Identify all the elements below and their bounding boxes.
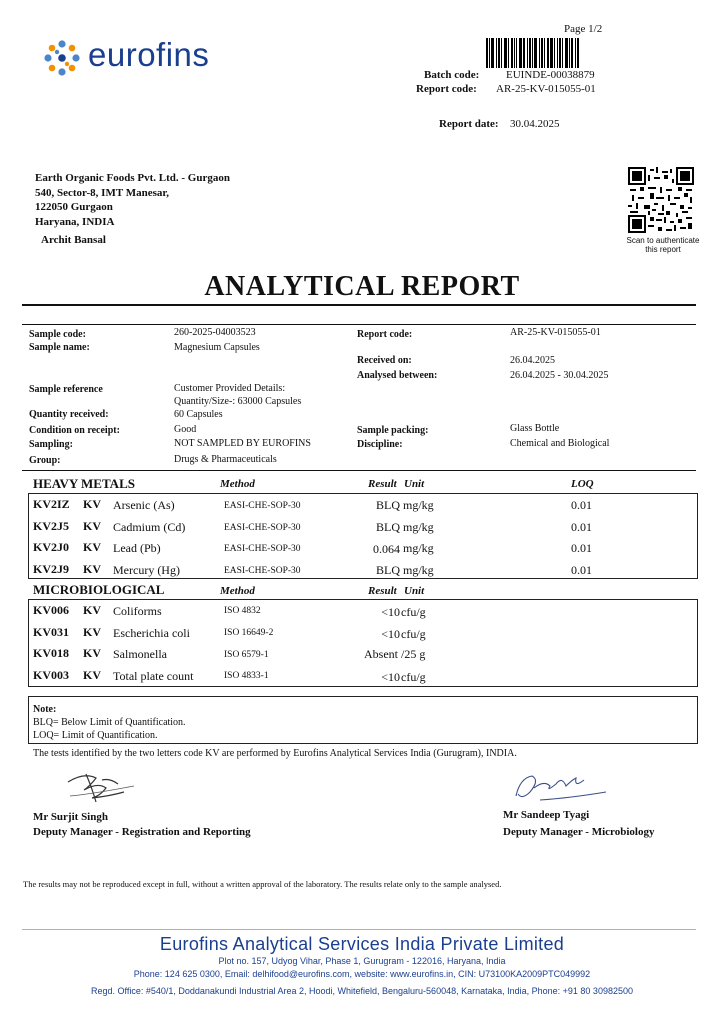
client-address — [35, 171, 230, 229]
hm-result-header: Result — [368, 478, 397, 490]
note-blq: BLQ= Below Limit of Quantification. — [33, 717, 186, 728]
analysed-label: Analysed between: — [357, 370, 438, 381]
reference-value: Customer Provided Details: — [174, 383, 286, 394]
result: BLQ — [376, 520, 400, 534]
parameter: Total plate count — [113, 669, 194, 683]
right-signatory-name: Mr Sandeep Tyagi — [503, 809, 590, 821]
test-code: KV2J5 — [33, 519, 69, 533]
test-code: KV031 — [33, 625, 69, 639]
result: BLQ — [376, 563, 400, 577]
test-code: KV2IZ — [33, 497, 70, 511]
sample-code-label: Sample code: — [29, 329, 86, 340]
micro-method-header: Method — [220, 585, 255, 597]
qr-caption — [623, 236, 703, 254]
signature-left-icon — [62, 766, 140, 806]
attention-name: Archit Bansal — [41, 234, 106, 246]
condition-value: Good — [174, 424, 197, 435]
result: BLQ — [376, 498, 400, 512]
unit: cfu/g — [401, 670, 426, 684]
test-code: KV003 — [33, 668, 69, 682]
method: ISO 6579-1 — [224, 650, 269, 660]
test-code: KV018 — [33, 646, 69, 660]
lab-code: KV — [83, 519, 101, 533]
quantity-label: Quantity received: — [29, 409, 109, 420]
group-label: Group: — [29, 455, 61, 466]
footer-contact: Phone: 124 625 0300, Email: delhifood@eurofins.com, website: www.eurofins.in, CIN: U73100KA2009PTC049992 — [133, 969, 591, 979]
footer-registered-office: Regd. Office: #540/1, Doddanakundi Industrial Area 2, Hoodi, Whitefield, Bengaluru-560048, Karnataka, India, Phone: +91 80 30982500 — [91, 986, 633, 996]
parameter: Escherichia coli — [113, 626, 190, 640]
sample-name-label: Sample name: — [29, 342, 90, 353]
sample-code-value: 260-2025-04003523 — [174, 327, 256, 338]
loq: 0.01 — [571, 563, 592, 577]
result: <10 — [381, 670, 400, 684]
sample-rule-bottom — [22, 470, 696, 471]
reference-label: Sample reference — [29, 384, 103, 395]
unit: cfu/g — [401, 605, 426, 619]
packing-value: Glass Bottle — [510, 423, 560, 434]
parameter: Cadmium (Cd) — [113, 520, 186, 534]
method: EASI-CHE-SOP-30 — [224, 566, 301, 576]
reference-quantity: Quantity/Size-: 63000 Capsules — [174, 396, 302, 407]
unit: mg/kg — [403, 563, 434, 577]
result: <10 — [381, 605, 400, 619]
report-code-label: Report code: — [416, 83, 477, 95]
address-line: 122050 Gurgaon — [35, 201, 113, 213]
lab-code: KV — [83, 540, 101, 554]
packing-label: Sample packing: — [357, 425, 429, 436]
result: 0.064 — [373, 542, 400, 556]
qr-caption-line: this report — [645, 245, 681, 254]
sample-report-value: AR-25-KV-015055-01 — [510, 327, 601, 338]
qr-caption-line: Scan to authenticate — [626, 236, 700, 245]
heavy-metals-heading: HEAVY METALS — [33, 476, 135, 491]
parameter: Mercury (Hg) — [113, 563, 180, 577]
batch-code-label: Batch code: — [424, 69, 480, 81]
kv-note: The tests identified by the two letters code KV are performed by Eurofins Analytical Services India (Gurugram), INDIA. — [33, 748, 517, 759]
left-signatory-title: Deputy Manager - Registration and Reporting — [33, 826, 251, 838]
footer-address: Plot no. 157, Udyog Vihar, Phase 1, Gurugram - 122016, Haryana, India — [218, 956, 506, 966]
report-title: ANALYTICAL REPORT — [204, 271, 520, 302]
method: ISO 4832 — [224, 606, 261, 616]
test-code: KV2J9 — [33, 562, 69, 576]
discipline-value: Chemical and Biological — [510, 438, 610, 449]
note-loq: LOQ= Limit of Quantification. — [33, 730, 158, 741]
loq: 0.01 — [571, 520, 592, 534]
loq: 0.01 — [571, 498, 592, 512]
hm-loq-header: LOQ — [571, 478, 594, 490]
received-label: Received on: — [357, 355, 412, 366]
method: EASI-CHE-SOP-30 — [224, 544, 301, 554]
signature-right-icon — [510, 766, 610, 808]
method: EASI-CHE-SOP-30 — [224, 523, 301, 533]
barcode-icon — [486, 38, 608, 68]
test-code: KV2J0 — [33, 540, 69, 554]
footer-company: Eurofins Analytical Services India Private Limited — [159, 934, 565, 954]
received-value: 26.04.2025 — [510, 355, 555, 366]
micro-unit-header: Unit — [404, 585, 425, 597]
microbiological-heading: MICROBIOLOGICAL — [33, 582, 165, 597]
result: <10 — [381, 627, 400, 641]
hm-unit-header: Unit — [404, 478, 425, 490]
unit: mg/kg — [403, 520, 434, 534]
loq: 0.01 — [571, 541, 592, 555]
lab-code: KV — [83, 562, 101, 576]
sample-report-label: Report code: — [357, 329, 413, 340]
quantity-value: 60 Capsules — [174, 409, 223, 420]
disclaimer: The results may not be reproduced except in full, without a written approval of the laboratory. The results relate only to the sample analysed. — [23, 879, 502, 889]
eurofins-logo-icon — [44, 40, 80, 76]
method: ISO 16649-2 — [224, 628, 274, 638]
test-code: KV006 — [33, 603, 69, 617]
note-title: Note: — [33, 704, 57, 715]
lab-code: KV — [83, 497, 101, 511]
hm-method-header: Method — [220, 478, 255, 490]
page-number: Page 1/2 — [564, 23, 603, 35]
sampling-label: Sampling: — [29, 439, 73, 450]
lab-code: KV — [83, 646, 101, 660]
method: ISO 4833-1 — [224, 671, 269, 681]
footer-rule — [22, 929, 696, 930]
parameter: Lead (Pb) — [113, 541, 161, 555]
unit: cfu/g — [401, 627, 426, 641]
sample-rule-top — [22, 324, 696, 325]
parameter: Salmonella — [113, 647, 167, 661]
group-value: Drugs & Pharmaceuticals — [174, 454, 277, 465]
report-date-value: 30.04.2025 — [510, 118, 560, 130]
right-signatory-title: Deputy Manager - Microbiology — [503, 826, 655, 838]
sample-name-value: Magnesium Capsules — [174, 342, 260, 353]
unit: mg/kg — [403, 541, 434, 555]
left-signatory-name: Mr Surjit Singh — [33, 811, 108, 823]
batch-code-value: EUINDE-00038879 — [506, 69, 595, 81]
address-line: Haryana, INDIA — [35, 215, 115, 228]
qr-code-icon[interactable] — [628, 167, 694, 233]
report-date-label: Report date: — [439, 118, 499, 130]
address-line: Earth Organic Foods Pvt. Ltd. - Gurgaon — [35, 172, 230, 184]
lab-code: KV — [83, 625, 101, 639]
address-line: 540, Sector-8, IMT Manesar, — [35, 186, 170, 199]
lab-code: KV — [83, 603, 101, 617]
discipline-label: Discipline: — [357, 439, 403, 450]
parameter: Arsenic (As) — [113, 498, 175, 512]
logo-wordmark: eurofins — [88, 36, 210, 73]
report-code-value: AR-25-KV-015055-01 — [496, 83, 596, 95]
analysed-value: 26.04.2025 - 30.04.2025 — [510, 370, 609, 381]
unit: mg/kg — [403, 498, 434, 512]
lab-code: KV — [83, 668, 101, 682]
title-rule — [22, 304, 696, 306]
sampling-value: NOT SAMPLED BY EUROFINS — [174, 438, 311, 449]
method: EASI-CHE-SOP-30 — [224, 501, 301, 511]
result: Absent — [364, 647, 398, 661]
micro-result-header: Result — [368, 585, 397, 597]
parameter: Coliforms — [113, 604, 162, 618]
unit: /25 g — [401, 647, 426, 661]
condition-label: Condition on receipt: — [29, 425, 120, 436]
